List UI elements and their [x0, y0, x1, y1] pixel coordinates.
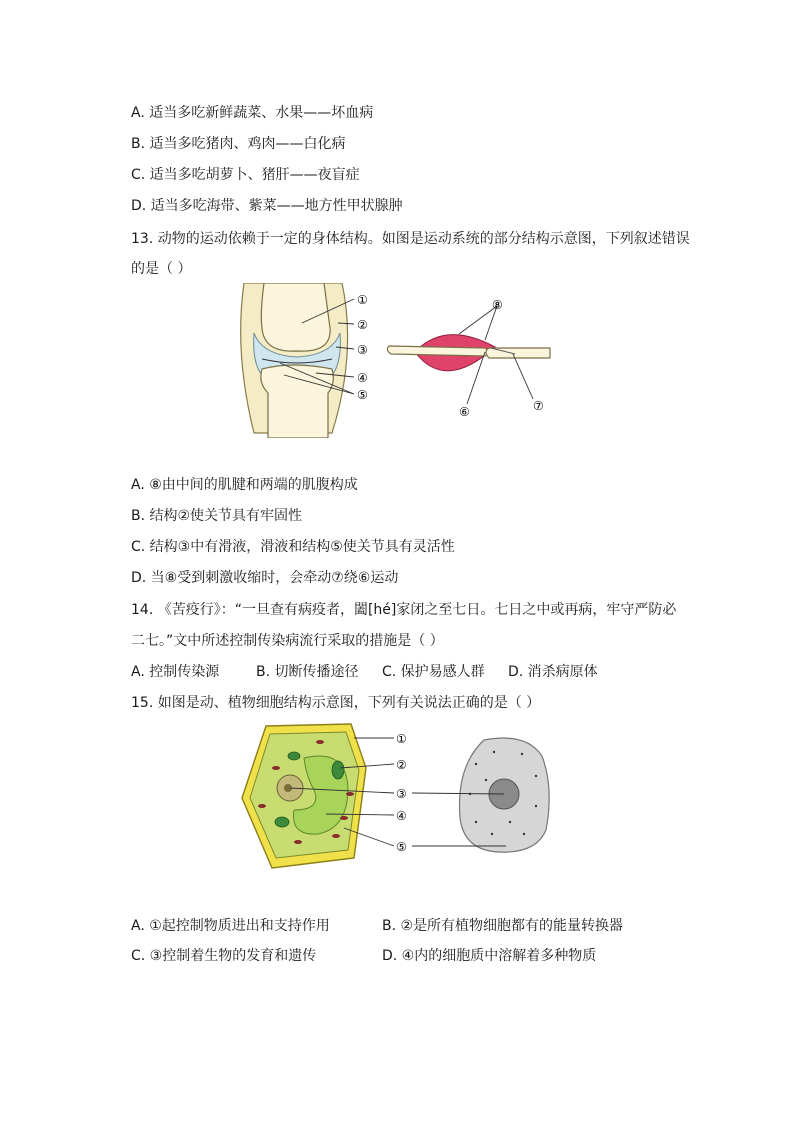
knee-joint-figure — [232, 283, 382, 438]
q12-option-b: B. 适当多吃猪肉、鸡肉——白化病 — [131, 136, 346, 152]
q14-option-c: C. 保护易感人群 — [382, 664, 485, 680]
q13-stem-cont: 的是（ ） — [131, 261, 192, 277]
q12-option-c: C. 适当多吃胡萝卜、猪肝——夜盲症 — [131, 167, 360, 183]
q15-option-c: C. ③控制着生物的发育和遗传 — [131, 948, 317, 964]
q15-option-d: D. ④内的细胞质中溶解着多种物质 — [382, 948, 597, 964]
muscle-label-8: ⑧ — [492, 298, 503, 312]
q14-option-a: A. 控制传染源 — [131, 664, 220, 680]
q14-option-d: D. 消杀病原体 — [508, 664, 598, 680]
q15-option-a: A. ①起控制物质进出和支持作用 — [131, 918, 330, 934]
q13-option-c: C. 结构③中有滑液，滑液和结构⑤使关节具有灵活性 — [131, 539, 455, 555]
cell-label-3: ③ — [396, 787, 407, 801]
cell-label-5: ⑤ — [396, 840, 407, 854]
q13-option-b: B. 结构②使关节具有牢固性 — [131, 508, 303, 524]
q12-option-d: D. 适当多吃海带、紫菜——地方性甲状腺肿 — [131, 198, 403, 214]
muscle-bone-figure — [385, 292, 555, 422]
q15-stem: 15. 如图是动、植物细胞结构示意图，下列有关说法正确的是（ ） — [131, 695, 541, 711]
muscle-label-6: ⑥ — [459, 405, 470, 419]
knee-label-5: ⑤ — [357, 388, 368, 402]
q12-option-a: A. 适当多吃新鲜蔬菜、水果——坏血病 — [131, 105, 374, 121]
knee-label-4: ④ — [357, 371, 368, 385]
knee-label-1: ① — [357, 293, 368, 307]
muscle-label-7: ⑦ — [533, 399, 544, 413]
cell-label-1: ① — [396, 732, 407, 746]
q14-stem: 14. 《苦疫行》：“一旦查有病疫者，闔[hé]家闭之至七日。七日之中或再病，牢守严防必 — [131, 602, 677, 618]
q13-stem: 13. 动物的运动依赖于一定的身体结构。如图是运动系统的部分结构示意图，下列叙述错误 — [131, 231, 690, 247]
q14-option-b: B. 切断传播途径 — [256, 664, 359, 680]
q14-stem-cont: 二七。”文中所述控制传染病流行采取的措施是（ ） — [131, 633, 444, 649]
q13-option-d: D. 当⑧受到刺激收缩时，会牵动⑦绕⑥运动 — [131, 570, 399, 586]
cell-figure — [236, 718, 566, 878]
knee-label-3: ③ — [357, 343, 368, 357]
cell-label-2: ② — [396, 758, 407, 772]
q13-option-a: A. ⑧由中间的肌腱和两端的肌腹构成 — [131, 477, 358, 493]
q15-option-b: B. ②是所有植物细胞都有的能量转换器 — [382, 918, 624, 934]
cell-label-4: ④ — [396, 809, 407, 823]
knee-label-2: ② — [357, 318, 368, 332]
